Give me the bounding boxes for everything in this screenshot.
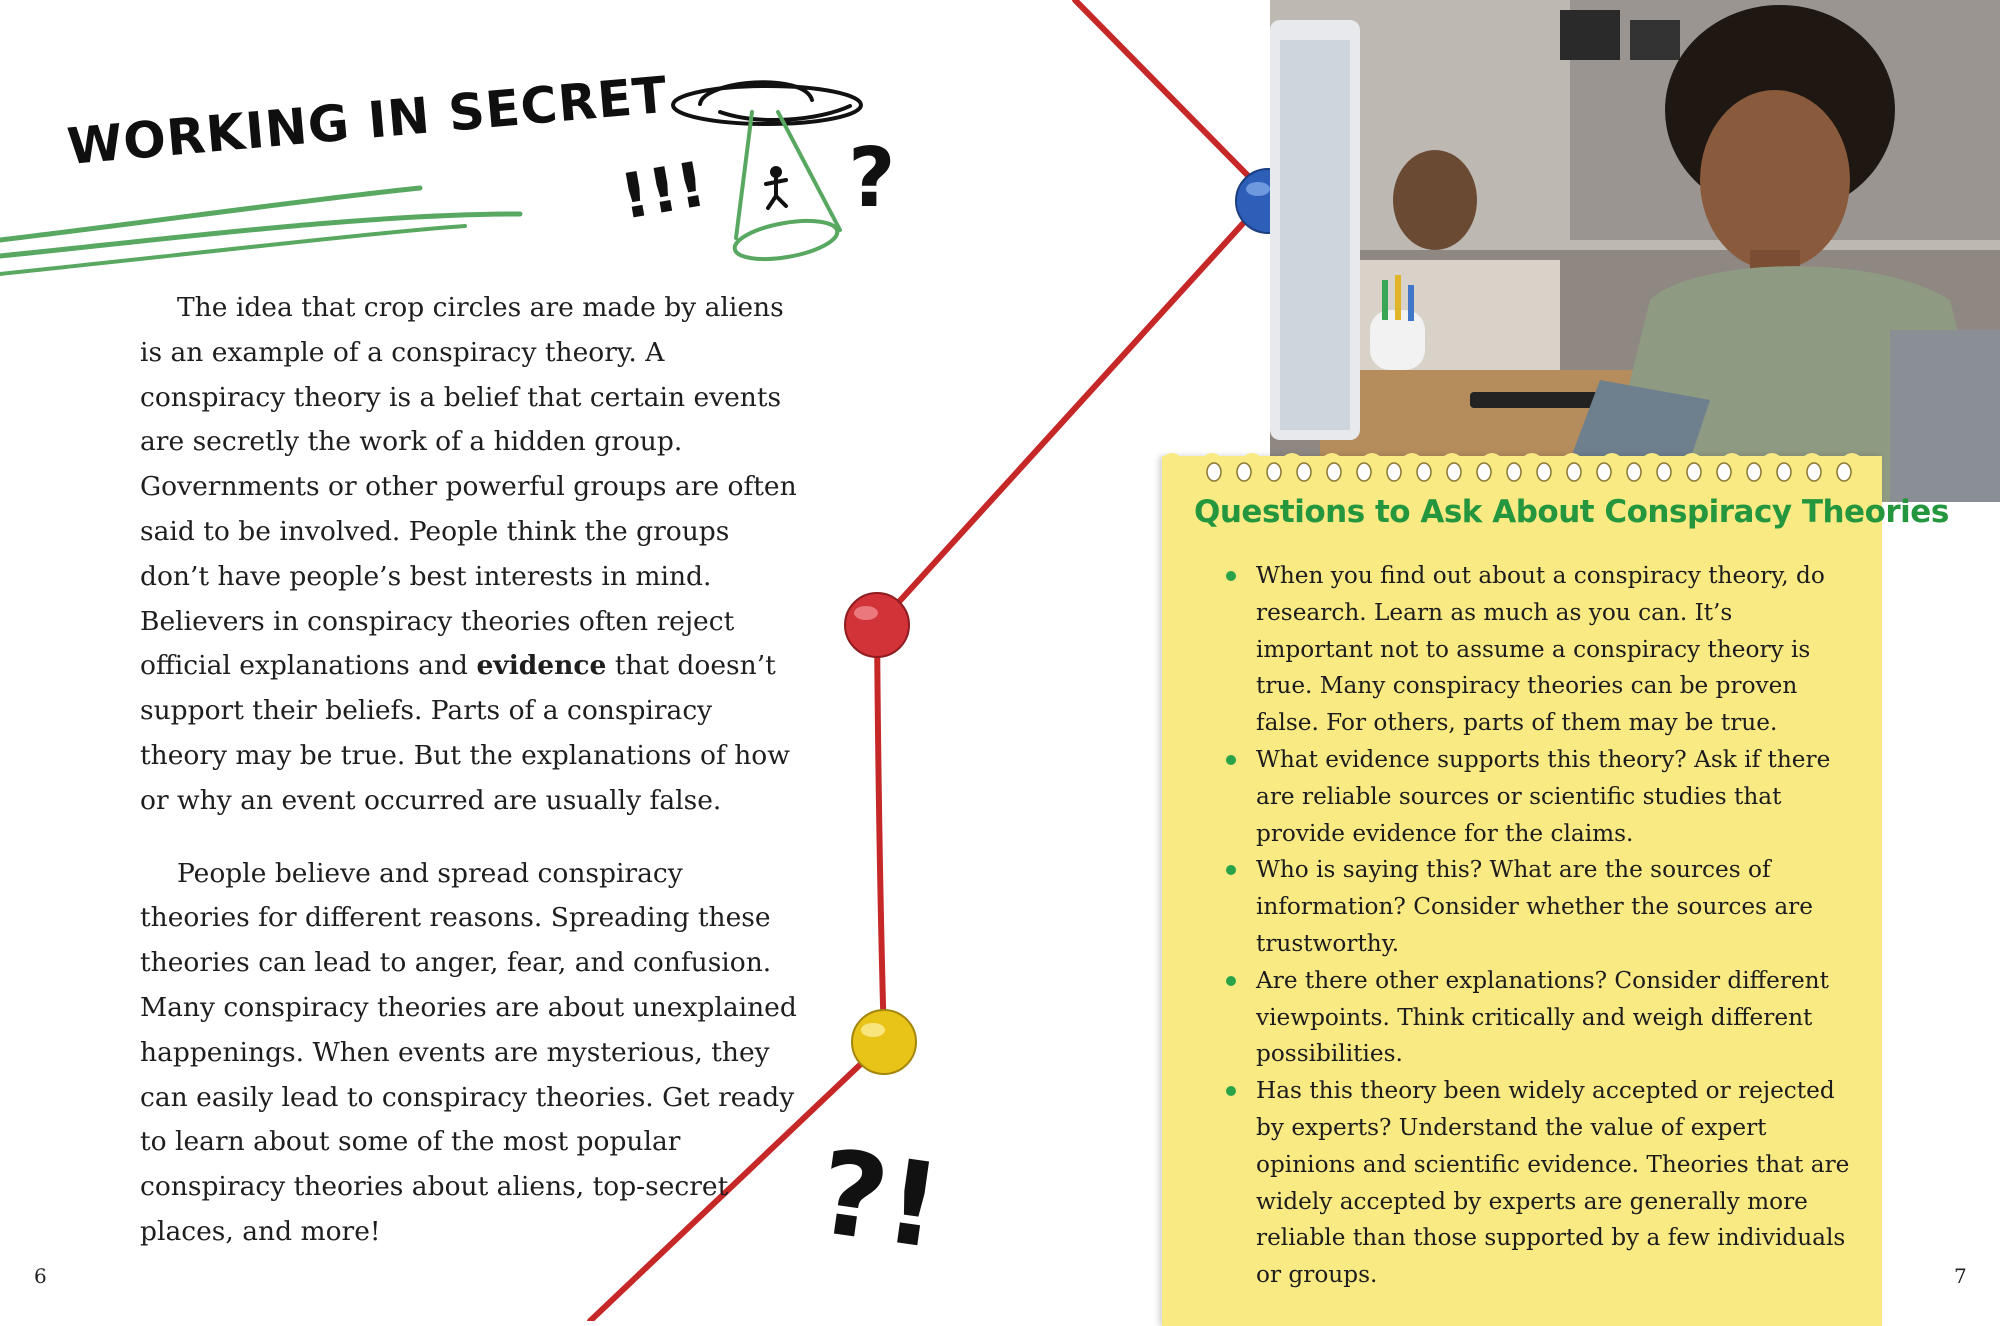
list-item: Are there other explanations? Consider different viewpoints. Think critically and weigh different possibilities. [1226, 963, 1856, 1073]
notepad-spiral-holes [1162, 444, 1882, 488]
paragraph-1-start: The idea that crop circles are made by aliens is an example of a conspiracy theory. A conspiracy theory is a belief that certain events are secretly the work of a hidden group. Governments or other powerful groups are often said to be involved. People think the groups don’t have people’s best interests in mind. Believers in conspiracy theories often reject official explanations and [140, 292, 797, 682]
questions-list [1226, 558, 1856, 1294]
sidebar-title: Questions to Ask About Conspiracy Theories [1194, 494, 1949, 530]
page-number-left: 6 [34, 1264, 47, 1288]
yellow-push-pin [852, 1010, 916, 1074]
red-push-pin [845, 593, 909, 657]
page-number-right: 7 [1954, 1264, 1967, 1288]
ufo-exclamation-text: !!! [614, 147, 712, 234]
glossary-term-evidence: evidence [476, 650, 607, 682]
heading-underline-stroke [0, 214, 520, 256]
main-body-text [140, 286, 800, 1283]
boy-at-computer-photo [1270, 0, 2000, 502]
body-paragraph-2: People believe and spread conspiracy theories for different reasons. Spreading these theories can lead to anger, fear, and confusion. Many conspiracy theories are about unexplained happenings. When events are mysterious, they can easily lead to conspiracy theories. Get ready to learn about some of the most popular conspiracy theories about aliens, top-secret places, and more! [140, 857, 797, 1247]
bottom-interrobang-doodle-text: ?! [810, 1124, 949, 1276]
boy-at-computer-photo-icon [1270, 0, 2000, 502]
page-heading: WORKING IN SECRET [64, 65, 670, 176]
questions-sidebar-note [1162, 456, 1949, 1326]
body-paragraph-1 [140, 286, 800, 824]
list-item: Who is saying this? What are the sources of information? Consider whether the sources are trustworthy. [1226, 852, 1856, 962]
list-item: What evidence supports this theory? Ask if there are reliable sources or scientific studies that provide evidence for the claims. [1226, 742, 1856, 852]
list-item: Has this theory been widely accepted or rejected by experts? Understand the value of expert opinions and scientific evidence. Theories that are widely accepted by experts are generally more reliable than those supported by a few individuals or groups. [1226, 1073, 1856, 1294]
ufo-question-text: ? [848, 131, 896, 226]
list-item: When you find out about a conspiracy theory, do research. Learn as much as you can. It’s important not to assume a conspiracy theory is true. Many conspiracy theories can be proven false. For others, parts of them may be true. [1226, 558, 1856, 742]
paragraph-1-end: that doesn’t support their beliefs. Parts of a conspiracy theory may be true. But the explanations of how or why an event occurred are usually false. [140, 650, 790, 816]
